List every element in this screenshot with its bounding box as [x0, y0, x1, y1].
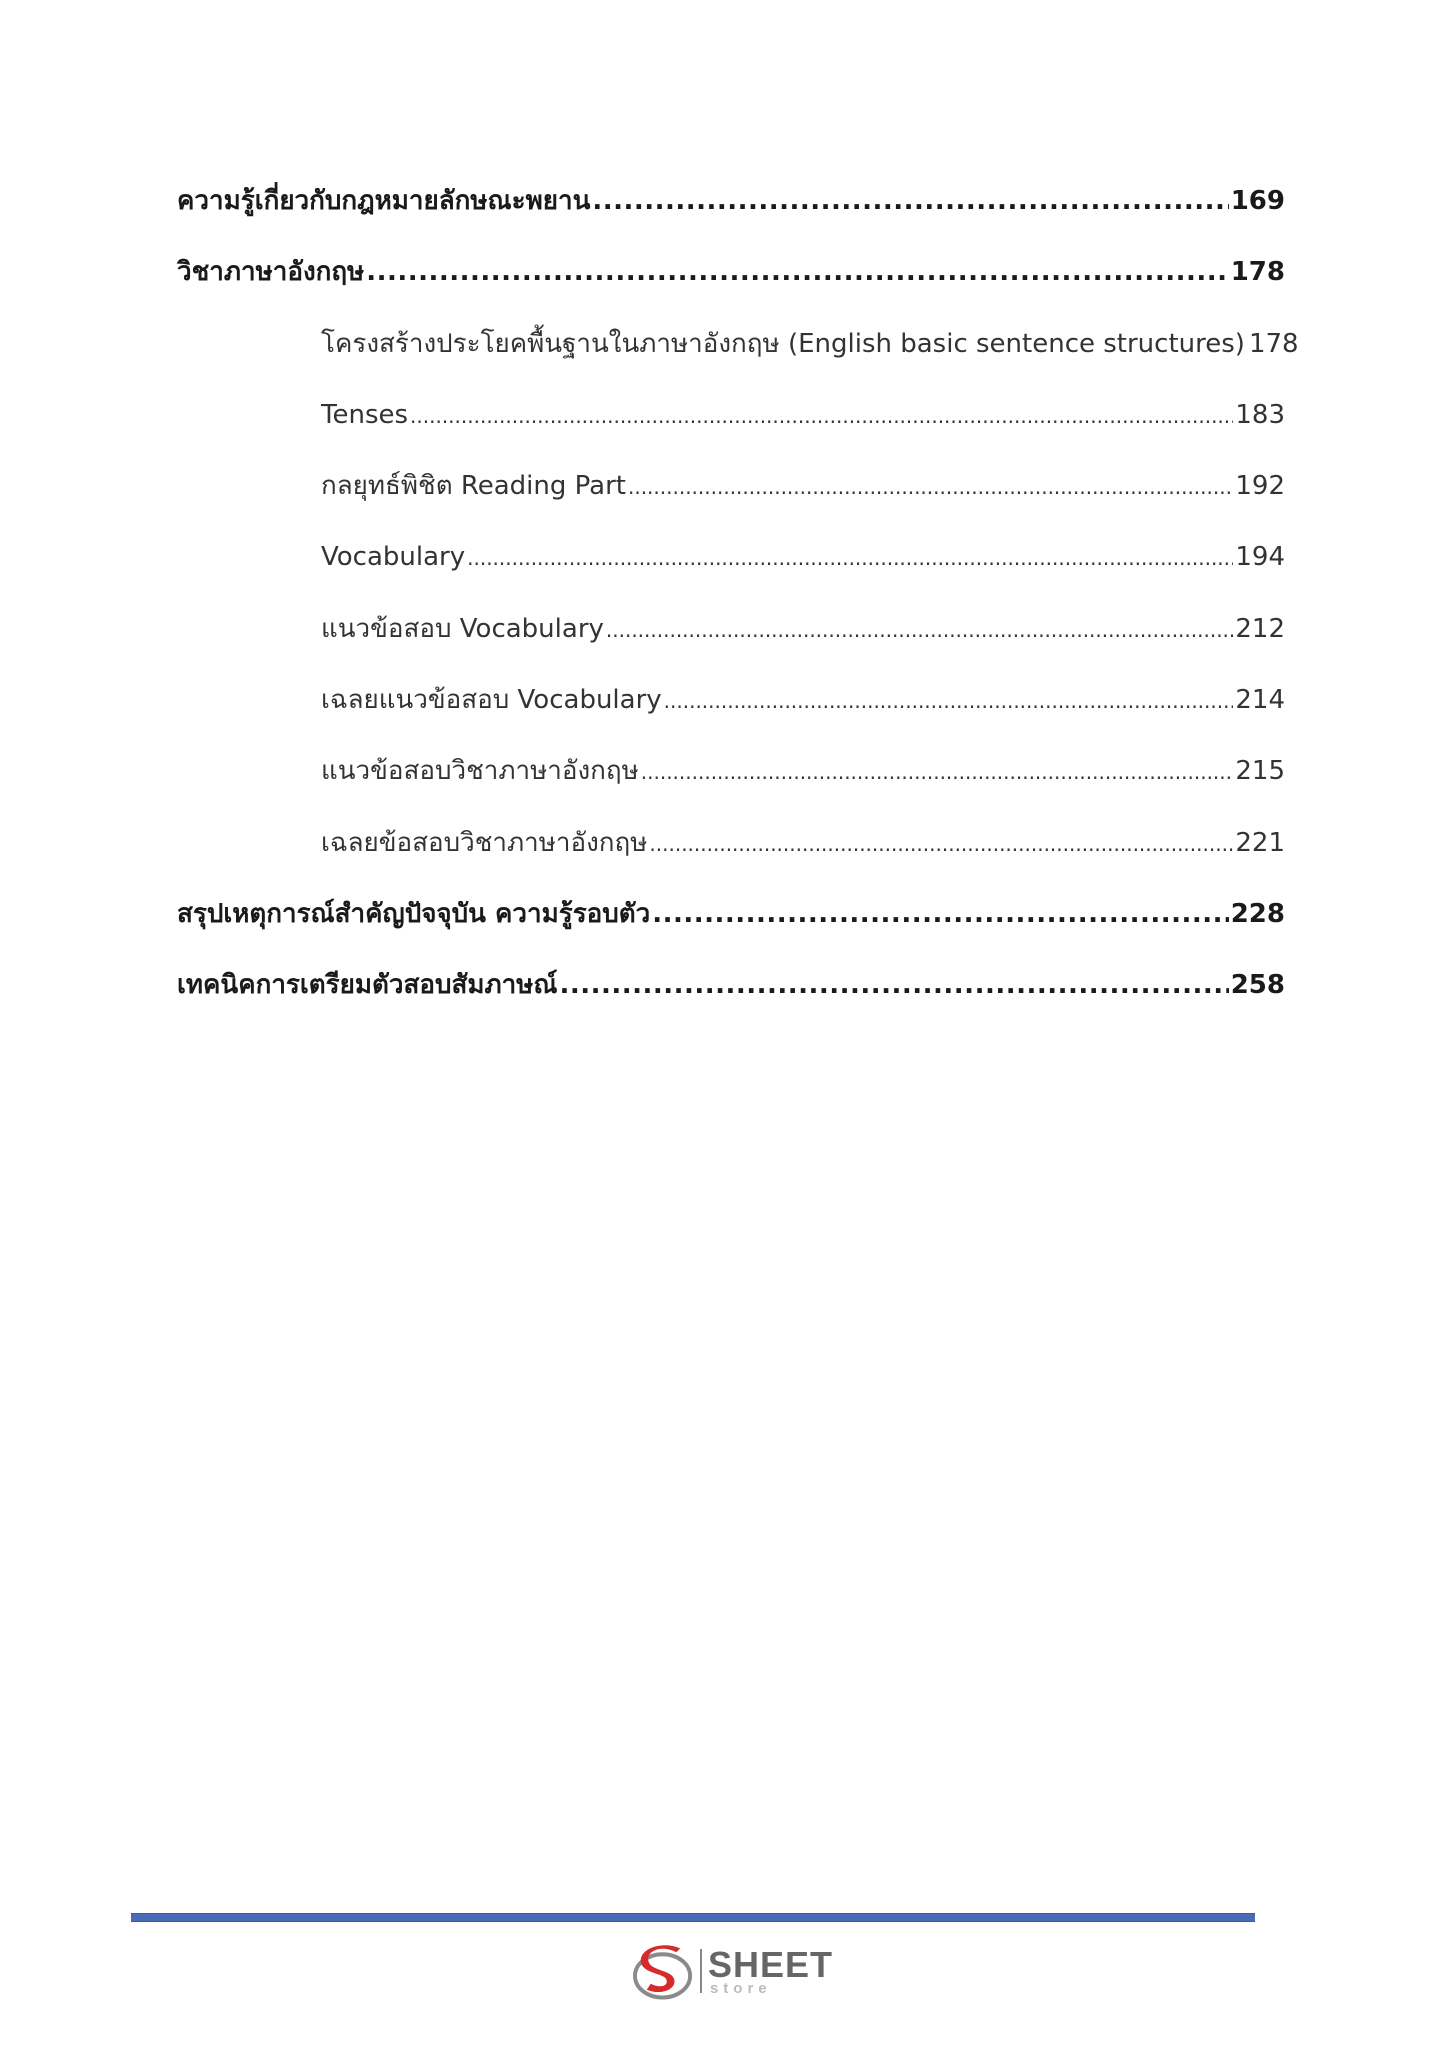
logo-wordmark: [707, 1943, 833, 1997]
toc-subentry[interactable]: [177, 532, 1285, 603]
toc-entry[interactable]: [177, 889, 1285, 960]
toc-entry-title: สรุปเหตุการณ์สำคัญปัจจุบัน ความรู้รอบตัว: [177, 898, 651, 929]
sheet-store-logo: [633, 1940, 833, 2002]
toc-dot-leader: [649, 818, 1233, 869]
toc-subentry-page: 214: [1235, 685, 1285, 716]
footer-divider: [131, 1913, 1255, 1922]
toc-dot-leader: [366, 247, 1228, 297]
sheet-store-s-logo-icon: [633, 1940, 696, 2002]
toc-subentry[interactable]: [177, 390, 1285, 461]
toc-subentry-title: แนวข้อสอบวิชาภาษาอังกฤษ: [321, 756, 639, 787]
toc-dot-leader: [410, 390, 1233, 441]
toc-subentry-title: Vocabulary: [321, 542, 466, 573]
toc-dot-leader: [628, 461, 1233, 512]
toc-entry[interactable]: [177, 176, 1285, 247]
toc-entry-title: ความรู้เกี่ยวกับกฎหมายลักษณะพยาน: [177, 186, 591, 216]
toc-subentry[interactable]: [177, 319, 1299, 390]
logo-word: SHEET: [707, 1943, 833, 1985]
toc-subentry-title: โครงสร้างประโยคพื้นฐานในภาษาอังกฤษ (English basic sentence structures): [321, 328, 1245, 359]
toc-subentry[interactable]: [177, 461, 1285, 532]
toc-dot-leader: [664, 675, 1234, 726]
toc-subentry[interactable]: [177, 604, 1285, 675]
toc-entry-page: 228: [1230, 898, 1285, 929]
toc-entry-page: 169: [1230, 186, 1285, 216]
toc-subentry[interactable]: [177, 675, 1285, 746]
logo-subword: store: [709, 1979, 772, 1997]
toc-subentry-page: 192: [1235, 471, 1285, 502]
toc-subentry[interactable]: [177, 818, 1285, 889]
toc-subentry-page: 194: [1235, 542, 1285, 573]
toc-subentry[interactable]: [177, 746, 1285, 817]
toc-entry[interactable]: [177, 960, 1285, 1031]
table-of-contents: [177, 176, 1299, 1032]
toc-entry-title: เทคนิคการเตรียมตัวสอบสัมภาษณ์: [177, 970, 558, 1001]
toc-entry-page: 258: [1230, 970, 1285, 1001]
toc-entry-page: 178: [1230, 257, 1285, 288]
toc-subentry-page: 212: [1235, 613, 1285, 644]
toc-subentry-title: เฉลยแนวข้อสอบ Vocabulary: [321, 685, 662, 716]
toc-dot-leader: [652, 889, 1228, 939]
toc-dot-leader: [559, 960, 1228, 1010]
toc-dot-leader: [467, 532, 1233, 583]
toc-dot-leader: [606, 604, 1233, 655]
toc-subentry-page: 183: [1235, 399, 1285, 430]
toc-entry-title: วิชาภาษาอังกฤษ: [177, 257, 365, 288]
toc-dot-leader: [592, 176, 1228, 226]
toc-subentry-page: 178: [1248, 328, 1299, 359]
toc-dot-leader: [641, 746, 1234, 797]
toc-subentry-title: เฉลยข้อสอบวิชาภาษาอังกฤษ: [321, 827, 648, 858]
toc-subentry-title: Tenses: [321, 399, 409, 430]
logo-divider: [700, 1949, 702, 1993]
toc-subentry-page: 221: [1235, 827, 1285, 858]
toc-subentry-title: แนวข้อสอบ Vocabulary: [321, 613, 604, 644]
toc-entry[interactable]: [177, 247, 1285, 318]
toc-subentry-page: 215: [1235, 756, 1285, 787]
toc-subentry-title: กลยุทธ์พิชิต Reading Part: [321, 471, 626, 502]
